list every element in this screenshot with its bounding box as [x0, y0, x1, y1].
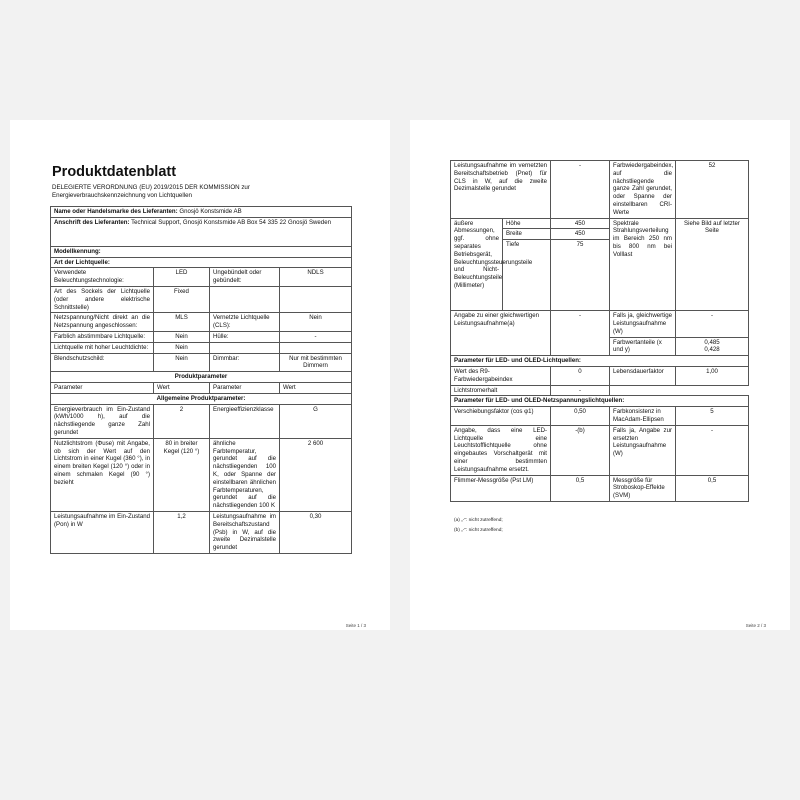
row-label: Farbwertanteile (x und y): [610, 337, 676, 356]
row-value: 5: [676, 407, 749, 426]
param-header-row: [51, 382, 352, 393]
section-title-row: [451, 356, 749, 367]
table-row: [451, 475, 749, 501]
row-label: Angabe, dass eine LED-Lichtquelle eine Leuchtstofflichtquelle ohne eingebautes Vorschaltgerät mit einer bestimmten Leistungsaufnahme ersetzt.: [451, 425, 551, 475]
dimension-row: [451, 218, 749, 229]
row-value: -: [676, 425, 749, 475]
row-value: LED: [154, 268, 210, 287]
dimension-label: Breite: [503, 229, 551, 240]
row-value: -(b): [551, 425, 610, 475]
row-label: Energieeffizienzklasse: [210, 404, 280, 438]
row-value: 1,00: [676, 366, 749, 385]
chroma-y: 0,428: [704, 346, 720, 354]
dimension-label: Tiefe: [503, 240, 551, 311]
chroma-x: 0,485: [704, 338, 720, 346]
row-label: Flimmer-Messgröße (Pst LM): [451, 475, 551, 501]
column-header: Wert: [154, 382, 210, 393]
row-label: Angabe zu einer gleichwertigen Leistungsaufnahme(a): [451, 311, 551, 356]
dimensions-label: äußere Abmessungen, ggf. ohne separates Betriebsgerät, Beleuchtungssteuerungsteile und Nicht-Beleuchtungsteile (Millimeter): [451, 218, 503, 311]
regulation-intro: [52, 184, 352, 200]
column-header: Parameter: [51, 382, 154, 393]
row-value: NDLS: [280, 268, 352, 287]
row-value: Nein: [154, 342, 210, 353]
row-label: Dimmbar:: [210, 353, 280, 372]
general-params-title: Allgemeine Produktparameter:: [51, 393, 352, 404]
row-value: Siehe Bild auf letzter Seite: [676, 218, 749, 311]
supplier-name-row: [51, 207, 352, 218]
row-label: Leistungsaufnahme im Bereitschaftszustand (Psb) in W, auf die zweite Dezimalstelle gerundet: [210, 511, 280, 553]
row-value: 1,2: [154, 511, 210, 553]
row-value: 52: [676, 161, 749, 219]
dimension-value: 450: [551, 218, 610, 229]
table-row: [451, 425, 749, 475]
row-label: Lebensdauerfaktor: [610, 366, 676, 385]
row-value: [676, 337, 749, 356]
row-value: -: [551, 311, 610, 356]
row-value: 0,5: [551, 475, 610, 501]
row-value: Nein: [154, 331, 210, 342]
row-value: Fixed: [154, 286, 210, 312]
row-value: 2 600: [280, 438, 352, 511]
row-value: G: [280, 404, 352, 438]
row-label: Farbwiedergabeindex, auf die nächstliegende ganze Zahl gerundet, oder Spanne der einstellbaren CRI-Werte: [610, 161, 676, 219]
supplier-name-label: Name oder Handelsmarke des Lieferanten:: [54, 208, 178, 215]
table-row: [451, 407, 749, 426]
table-row: [51, 438, 352, 511]
row-label: Falls ja, Angabe zur ersetzten Leistungsaufnahme (W): [610, 425, 676, 475]
row-label: ähnliche Farbtemperatur, gerundet auf die nächstliegenden 100 K, oder Spanne der einstellbaren ähnlichen Farbtemperaturen, gerundet auf die nächstliegenden 100 K: [210, 438, 280, 511]
section-title-row: [451, 396, 749, 407]
dimension-value: 75: [551, 240, 610, 311]
row-label: Messgröße für Stroboskop-Effekte (SVM): [610, 475, 676, 501]
section-title: Parameter für LED- und OLED-Lichtquellen:: [451, 356, 749, 367]
row-label: Farblich abstimmbare Lichtquelle:: [51, 331, 154, 342]
general-params-title-row: [51, 393, 352, 404]
row-value: MLS: [154, 313, 210, 332]
table-row: [51, 342, 352, 353]
row-value: 80 in breiter Kegel (120 °): [154, 438, 210, 511]
column-header: Wert: [280, 382, 352, 393]
row-label: [210, 342, 280, 353]
row-value: -: [551, 161, 610, 219]
row-label: Art des Sockels der Lichtquelle (oder andere elektrische Schnittstelle): [51, 286, 154, 312]
table-row: [51, 286, 352, 312]
supplier-address-value: Technical Support, Gnosjö Konstsmide AB Box 54 335 22 Gnosjö Sweden: [131, 218, 331, 226]
supplier-address-row: [51, 217, 352, 246]
datasheet-page-1: [10, 120, 390, 630]
table-row: [51, 511, 352, 553]
row-value: -: [551, 385, 610, 396]
row-value: [280, 342, 352, 353]
row-value: [280, 286, 352, 312]
row-value: 0,50: [551, 407, 610, 426]
datasheet-page-2: [410, 120, 790, 630]
row-value: 0,30: [280, 511, 352, 553]
footnote-b: (b) „-“: nicht zutreffend;: [454, 528, 503, 533]
row-label: Falls ja, gleichwertige Leistungsaufnahme (W): [610, 311, 676, 337]
row-label: [210, 286, 280, 312]
row-label: Hülle:: [210, 331, 280, 342]
row-label: Vernetzte Lichtquelle (CLS):: [210, 313, 280, 332]
row-label: Nutzlichtstrom (Φuse) mit Angabe, ob sich der Wert auf den Lichtstrom in einer Kugel (360 °), in einem breiten Kegel (120 °) oder in einem schmalen Kegel (90 °) bezieht: [51, 438, 154, 511]
row-value: -: [280, 331, 352, 342]
row-label: Lichtstromerhalt: [451, 385, 551, 396]
supplier-name-value: Gnosjö Konstsmide AB: [179, 208, 242, 215]
page-title: Produktdatenblatt: [52, 164, 177, 180]
table-row: [451, 385, 749, 396]
row-value: Nein: [154, 353, 210, 372]
row-value: Nur mit bestimmten Dimmern: [280, 353, 352, 372]
row-value: 2: [154, 404, 210, 438]
row-value: -: [676, 311, 749, 337]
product-params-title-row: [51, 372, 352, 383]
row-label: Leistungsaufnahme im Ein-Zustand (Pon) in W: [51, 511, 154, 553]
row-value: 0,5: [676, 475, 749, 501]
row-label: Verschiebungsfaktor (cos φ1): [451, 407, 551, 426]
intro-line-1: DELEGIERTE VERORDNUNG (EU) 2019/2015 DER KOMMISSION zur: [52, 184, 250, 191]
dimension-label: Höhe: [503, 218, 551, 229]
row-value: Nein: [280, 313, 352, 332]
lightsource-type-label: Art der Lichtquelle:: [51, 257, 352, 268]
model-row: [51, 246, 352, 257]
table-row: [51, 404, 352, 438]
page-number: Seite 2 / 3: [745, 623, 766, 628]
page-number: Seite 1 / 3: [345, 623, 366, 628]
column-header: Parameter: [210, 382, 280, 393]
row-label: Lichtquelle mit hoher Leuchtdichte:: [51, 342, 154, 353]
row-label: Leistungsaufnahme im vernetzten Bereitschaftsbetrieb (Pnet) für CLS in W, auf die zweite Dezimalstelle gerundet: [451, 161, 551, 219]
row-label: Wert des R9-Farbwiedergabeindex: [451, 366, 551, 385]
row-label: Netzspannung/Nicht direkt an die Netzspannung angeschlossen:: [51, 313, 154, 332]
row-label: Verwendete Beleuchtungstechnologie:: [51, 268, 154, 287]
table-row: [51, 331, 352, 342]
empty-cell: [610, 385, 749, 396]
table-row: [451, 311, 749, 337]
row-label: Farbkonsistenz in MacAdam-Ellipsen: [610, 407, 676, 426]
section-title: Parameter für LED- und OLED-Netzspannungslichtquellen:: [451, 396, 749, 407]
row-label: Spektrale Strahlungsverteilung im Bereich 250 nm bis 800 nm bei Volllast: [610, 218, 676, 311]
row-label: Energieverbrauch im Ein-Zustand (kWh/1000 h), auf die nächstliegende ganze Zahl gerundet: [51, 404, 154, 438]
supplier-address-label: Anschrift des Lieferanten:: [54, 218, 130, 226]
table-row: [451, 161, 749, 219]
footnote-a: (a) „-“: nicht zutreffend;: [454, 518, 503, 523]
table-row: [51, 313, 352, 332]
product-params-continued-table: [450, 160, 749, 502]
intro-line-2: Energieverbrauchskennzeichnung von Lichtquellen: [52, 192, 193, 199]
dimension-value: 450: [551, 229, 610, 240]
product-params-title: Produktparameter: [51, 372, 352, 383]
product-info-table: [50, 206, 352, 554]
row-label: Blendschutzschild:: [51, 353, 154, 372]
model-label: Modellkennung:: [51, 246, 352, 257]
row-value: 0: [551, 366, 610, 385]
row-label: Ungebündelt oder gebündelt:: [210, 268, 280, 287]
table-row: [51, 268, 352, 287]
lightsource-type-row: [51, 257, 352, 268]
table-row: [51, 353, 352, 372]
table-row: [451, 366, 749, 385]
